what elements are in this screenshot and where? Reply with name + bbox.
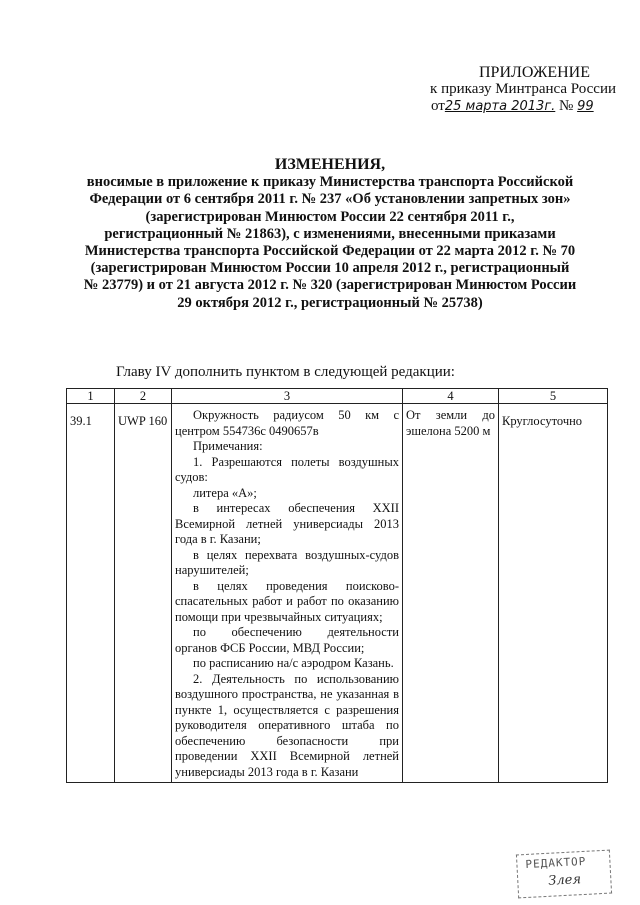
title-heading: ИЗМЕНЕНИЯ, [274,156,386,173]
description-paragraph: 1. Разрешаются полеты воздушных судов: [175,454,399,484]
description-paragraph: Примечания: [193,439,263,453]
zone-description-cell [172,404,403,783]
stamp-label: РЕДАКТОР [525,854,587,871]
title-line: Министерства транспорта Российской Федерации от 22 марта 2012 г. № 70 [84,243,576,260]
column-header-1: 1 [67,389,115,404]
altitude-cell: От земли до эшелона 5200 м [403,404,499,783]
zone-number-cell: 39.1 [67,404,115,783]
handwritten-date: 25 марта 2013г. [444,99,556,114]
description-paragraph: литера «А»; [193,485,257,500]
handwritten-number: 99 [577,99,594,114]
title-line: Федерации от 6 сентября 2011 г. № 237 «Об установлении запретных зон» [89,191,571,208]
description-paragraph: в целях проведения поисково-спасательных работ и работ по оказанию помощи при чрезвычайных ситуациях; [175,578,399,624]
description-paragraph: в целях перехвата воздушных-судов нарушителей; [175,547,399,577]
schedule-cell: Круглосуточно [499,404,608,783]
editor-stamp [516,850,612,899]
order-reference: к приказу Минтранса России [430,81,616,97]
column-header-2: 2 [115,389,172,404]
description-paragraph: Окружность радиусом 50 км с центром 554736с 0490657в [175,408,399,438]
title-line: (зарегистрирован Минюстом России 22 сентября 2011 г., [145,208,515,225]
number-prefix: № [559,98,574,114]
column-header-3: 3 [172,389,403,404]
order-date-line [410,98,620,115]
table-row [67,404,608,783]
title-line: 29 октября 2012 г., регистрационный № 25738) [177,294,483,311]
appendix-label: ПРИЛОЖЕНИЕ [478,64,590,81]
column-header-4: 4 [403,389,499,404]
date-prefix: от [431,98,445,114]
description-paragraph: по расписанию на/с аэродром Казань. [193,656,394,670]
editor-signature: Злея [547,872,582,889]
description-paragraph: в интересах обеспечения XXII Всемирной летней универсиады 2013 года в г. Казани; [175,501,399,546]
table-header-row [67,389,608,404]
title-line: вносимые в приложение к приказу Министерства транспорта Российской [86,174,574,191]
title-line: регистрационный № 21863), с изменениями, внесенными приказами [104,225,556,242]
title-line: № 23779) и от 21 августа 2012 г. № 320 (зарегистрирован Минюстом России [83,277,577,294]
zones-table [66,388,608,783]
description-paragraph: по обеспечению деятельности органов ФСБ России, МВД России; [175,625,399,655]
description-paragraph: 2. Деятельность по использованию воздушного пространства, не указанная в пункте 1, осуществляется с разрешения руководителя оперативного штаба по обеспечению безопасности при проведении XXII Всемирной летней универсиады 2013 года в г. Казани [175,671,399,779]
intro-text: Главу IV дополнить пунктом в следующей редакции: [116,364,455,380]
appendix-block [410,64,620,115]
document-title [80,156,580,312]
column-header-5: 5 [499,389,608,404]
zone-code-cell: UWP 160 [115,404,172,783]
title-line: (зарегистрирован Минюстом России 10 апреля 2012 г., регистрационный [90,260,570,277]
